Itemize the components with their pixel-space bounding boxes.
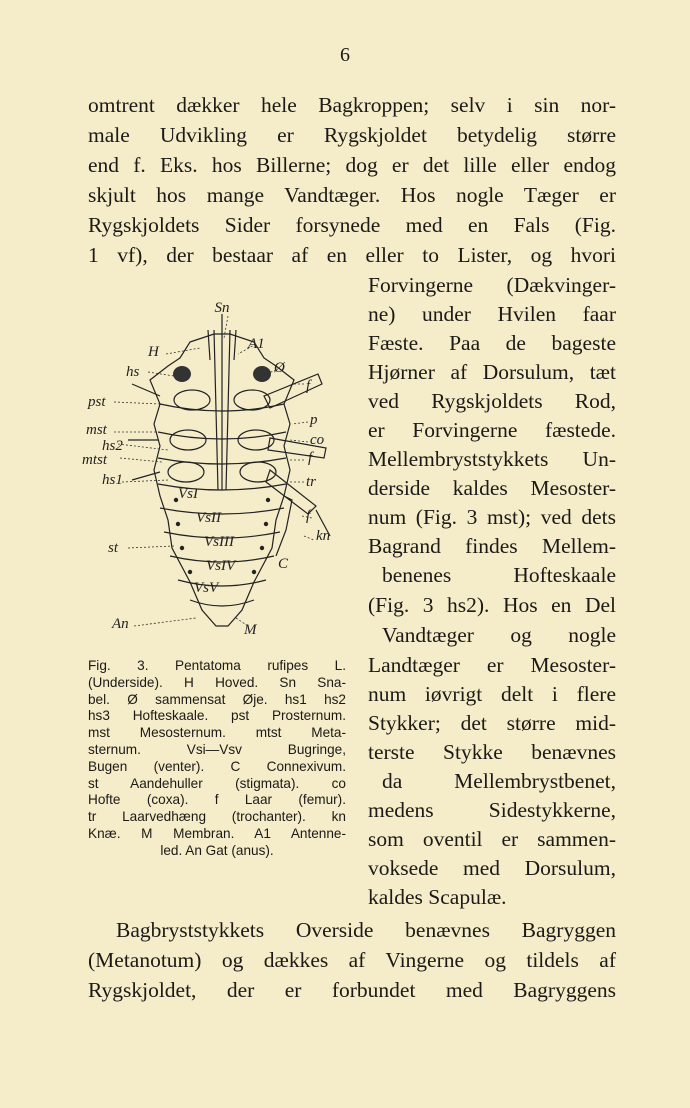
label-an: An xyxy=(112,616,129,632)
label-mtst: mtst xyxy=(82,452,108,468)
label-pst: pst xyxy=(88,394,106,410)
figure-caption xyxy=(88,658,346,860)
text-line: num (Fig. 3 mst); ved dets xyxy=(368,505,616,529)
text-line: derside kaldes Mesoster- xyxy=(368,476,616,500)
label-tr: tr xyxy=(306,474,317,490)
label-kn: kn xyxy=(316,528,331,544)
figure-pentatoma-underside xyxy=(78,300,360,650)
text-line: (Fig. 3 hs2). Hos en Del xyxy=(368,593,616,617)
label-mst: mst xyxy=(86,422,107,438)
text-line: ne) under Hvilen faar xyxy=(368,302,616,326)
text-line: Bagrand findes Mellem- xyxy=(368,534,616,558)
text-line: Forvingerne (Dækvinger- xyxy=(368,273,616,297)
text-line: end f. Eks. hos Billerne; dog er det lille eller endog xyxy=(88,153,616,177)
text-line: (Metanotum) og dækkes af Vingerne og tildels af xyxy=(88,948,616,972)
label-hs: hs xyxy=(126,364,140,380)
text-line: Vandtæger og nogle xyxy=(382,623,616,647)
text-line: Rygskjoldets Sider forsynede med en Fals (Fig. xyxy=(88,213,616,237)
caption-line: Hofte (coxa). f Laar (femur). xyxy=(88,792,346,808)
text-line: omtrent dækker hele Bagkroppen; selv i sin nor- xyxy=(88,93,616,117)
text-line: num iøvrigt delt i flere xyxy=(368,682,616,706)
text-line: da Mellembrystbenet, xyxy=(382,769,616,793)
label-hs1: hs1 xyxy=(102,472,123,488)
label-vsii: VsII xyxy=(196,510,221,526)
text-line: terste Stykke benævnes xyxy=(368,740,616,764)
text-line: benenes Hofteskaale xyxy=(382,563,616,587)
text-line: Landtæger er Mesoster- xyxy=(368,653,616,677)
text-line: Bagbryststykkets Overside benævnes Bagryggen xyxy=(116,918,616,942)
label-st: st xyxy=(108,540,119,556)
label-c: C xyxy=(278,556,289,572)
caption-line: mst Mesosternum. mtst Meta- xyxy=(88,725,346,741)
label-vsi: VsI xyxy=(178,486,198,502)
text-line: ved Rygskjoldets Rod, xyxy=(368,389,616,413)
label-vsiii: VsIII xyxy=(204,534,234,550)
caption-line: led. An Gat (anus). xyxy=(160,842,274,858)
label-co: co xyxy=(310,432,325,448)
page-number: 6 xyxy=(340,44,350,66)
label-p: p xyxy=(310,412,318,428)
text-line: voksede med Dorsulum, xyxy=(368,856,616,880)
text-line: kaldes Scapulæ. xyxy=(368,885,507,909)
label-hs2: hs2 xyxy=(102,438,123,454)
label-m: M xyxy=(244,622,257,638)
text-line: skjult hos mange Vandtæger. Hos nogle Tæger er xyxy=(88,183,616,207)
text-line: Mellembryststykkets Un- xyxy=(368,447,616,471)
caption-line: (Underside). H Hoved. Sn Sna- xyxy=(88,674,346,690)
caption-line: hs3 Hofteskaale. pst Prosternum. xyxy=(88,708,346,724)
text-line: male Udvikling er Rygskjoldet betydelig større xyxy=(88,123,616,147)
label-f-3: f xyxy=(306,508,311,524)
caption-line: Knæ. M Membran. A1 Antenne- xyxy=(88,825,346,841)
label-a1: A1 xyxy=(248,336,265,352)
caption-line: st Aandehuller (stigmata). co xyxy=(88,775,346,791)
caption-line: tr Laarvedhæng (trochanter). kn xyxy=(88,809,346,825)
text-line: er Forvingerne fæstede. xyxy=(368,418,616,442)
label-vsv: VsV xyxy=(194,580,219,596)
label-vsiv: VsIV xyxy=(206,558,236,574)
caption-line: Fig. 3. Pentatoma rufipes L. xyxy=(88,658,346,673)
label-f-2: f xyxy=(308,450,313,466)
caption-line: sternum. Vsi—Vsv Bugringe, xyxy=(88,741,346,757)
label-h: H xyxy=(148,344,159,360)
text-line: Rygskjoldet, der er forbundet med Bagryggens xyxy=(88,978,616,1002)
text-line: som oventil er sammen- xyxy=(368,827,616,851)
text-line: 1 vf), der bestaar af en eller to Lister, og hvori xyxy=(88,243,616,267)
text-line: Fæste. Paa de bageste xyxy=(368,331,616,355)
text-line: Stykker; det større mid- xyxy=(368,711,616,735)
caption-line: bel. Ø sammensat Øje. hs1 hs2 xyxy=(88,691,346,707)
label-eye: Ø xyxy=(274,360,285,376)
caption-line: Bugen (venter). C Connexivum. xyxy=(88,758,346,774)
text-line: Hjørner af Dorsulum, tæt xyxy=(368,360,616,384)
label-f-1: f xyxy=(306,378,311,394)
label-sn: Sn xyxy=(214,300,230,316)
text-line: medens Sidestykkerne, xyxy=(368,798,616,822)
